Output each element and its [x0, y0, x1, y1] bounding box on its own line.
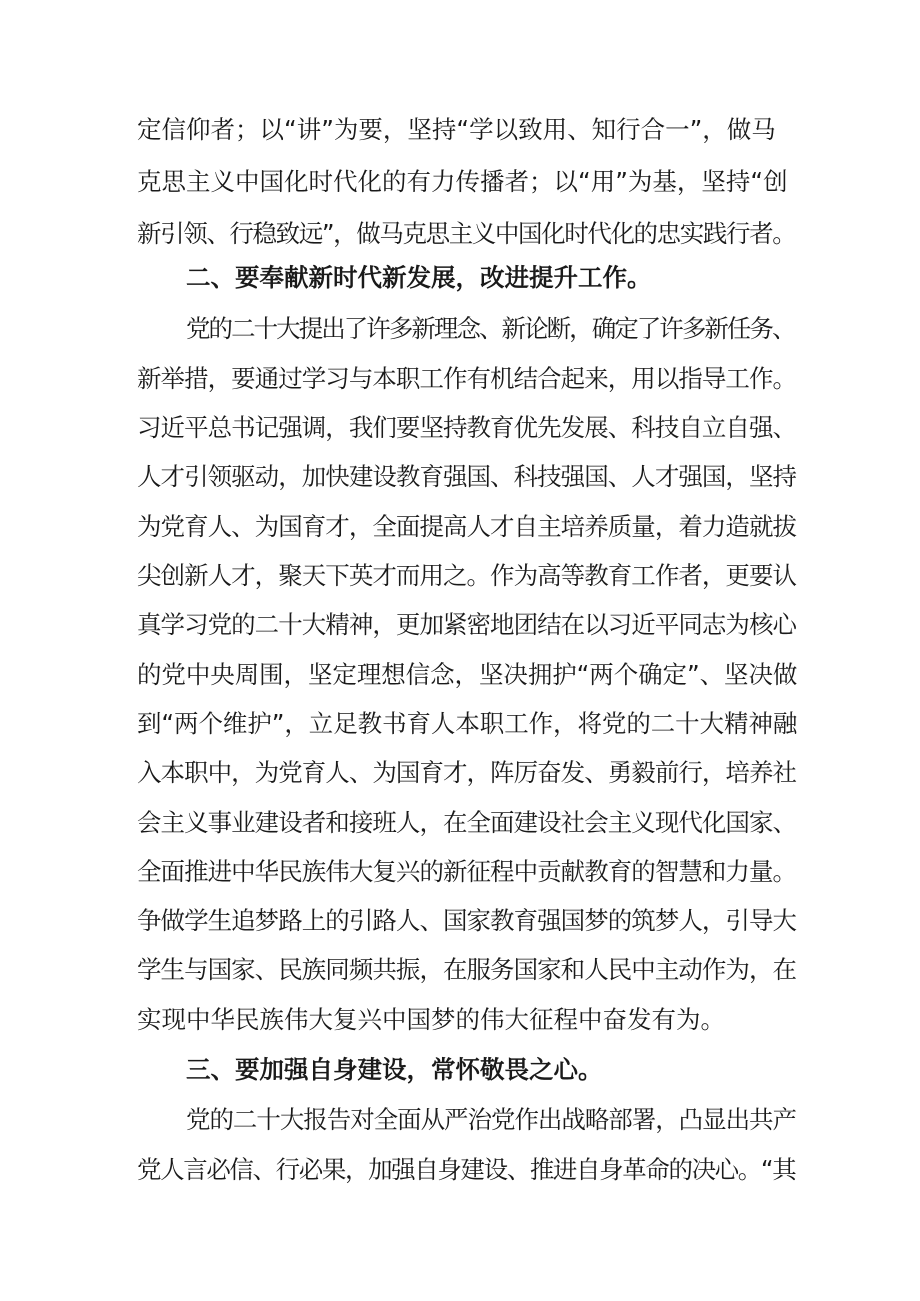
- body-text-line: 新引领、行稳致远”，做马克思主义中国化时代化的忠实践行者。: [137, 219, 796, 248]
- body-text-line: 尖创新人才，聚天下英才而用之。作为高等教育工作者，更要认: [137, 561, 797, 590]
- body-text-line: 为党育人、为国育才，全面提高人才自主培养质量，着力造就拔: [137, 512, 797, 541]
- body-text-line: 新举措，要通过学习与本职工作有机结合起来，用以指导工作。: [137, 364, 797, 393]
- body-text-line: 人才引领驱动，加快建设教育强国、科技强国、人才强国，坚持: [137, 462, 797, 491]
- body-text-line: 克思主义中国化时代化的有力传播者；以“用”为基，坚持“创: [137, 167, 788, 196]
- body-text-line: 党人言必信、行必果，加强自身建设、推进自身革命的决心。“其: [137, 1155, 796, 1184]
- body-text-line: 真学习党的二十大精神，更加紧密地团结在以习近平同志为核心: [137, 610, 797, 639]
- body-text-line: 到“两个维护”，立足教书育人本职工作，将党的二十大精神融: [137, 709, 798, 738]
- body-text-line: 全面推进中华民族伟大复兴的新征程中贡献教育的智慧和力量。: [137, 857, 797, 886]
- body-text-line: 定信仰者；以“讲”为要，坚持“学以致用、知行合一”，做马: [137, 115, 776, 144]
- section-heading-3: 三、要加强自身建设，常怀敬畏之心。: [186, 1055, 603, 1084]
- body-text-line: 的党中央周围，坚定理想信念，坚决拥护“两个确定”、坚决做: [137, 660, 798, 689]
- body-text-line: 争做学生追梦路上的引路人、国家教育强国梦的筑梦人，引导大: [137, 906, 797, 935]
- body-text-line: 会主义事业建设者和接班人，在全面建设社会主义现代化国家、: [137, 808, 797, 837]
- body-text-line: 入本职中，为党育人、为国育才，阵厉奋发、勇毅前行，培养社: [137, 758, 797, 787]
- section-heading-2: 二、要奉献新时代新发展，改进提升工作。: [186, 263, 652, 292]
- body-text-line: 实现中华民族伟大复兴中国梦的伟大征程中奋发有为。: [137, 1005, 725, 1034]
- body-text-line: 学生与国家、民族同频共振，在服务国家和人民中主动作为，在: [137, 955, 797, 984]
- body-text-line: 党的二十大报告对全面从严治党作出战略部署，凸显出共产: [186, 1105, 796, 1134]
- body-text-line: 习近平总书记强调，我们要坚持教育优先发展、科技自立自强、: [137, 413, 797, 442]
- body-text-line: 党的二十大提出了许多新理念、新论断，确定了许多新任务、: [186, 314, 795, 343]
